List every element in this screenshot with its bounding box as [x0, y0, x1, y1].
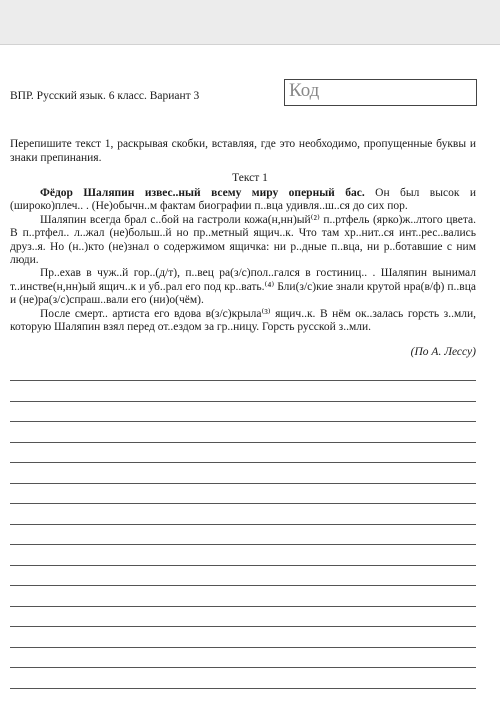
text-passage [10, 187, 476, 334]
answer-line[interactable] [10, 647, 476, 648]
paragraph-1-bold: Фёдор Шаляпин извес..ный всему миру оперный бас. [40, 187, 365, 199]
top-toolbar [0, 0, 500, 45]
paragraph-3: Пр..ехав в чуж..й гор..(д/т), п..вец ра(з/с)пол..гался в гостиниц.. . Шаляпин вынимал т..инстве(н,нн)ый ящич..к и уб..рал его под кр..вать.⁽⁴⁾ Бли(з/с)кие знали крутой нра(в/ф) п..вца и (не)ра(з/с)спраш..вали его (ни)о(чём). [10, 267, 476, 307]
answer-line[interactable] [10, 606, 476, 607]
answer-line[interactable] [10, 380, 476, 381]
task-instruction: Перепишите текст 1, раскрывая скобки, вставляя, где это необходимо, пропущенные буквы и знаки препинания. [10, 138, 476, 164]
answer-line[interactable] [10, 544, 476, 545]
paragraph-2: Шаляпин всегда брал с..бой на гастроли кожа(н,нн)ый⁽²⁾ п..ртфель (ярко)ж..лтого цвета. В п..ртфел.. л..жал (не)больш..й но пр..метный ящич..к. Что там хр..нит..ся инт..рес..вались друз..я. Но (н..)кто (не)знал о содержимом ящичка: ни р..дные п..вца, ни р..ботавшие с ним люди. [10, 213, 476, 267]
answer-line[interactable] [10, 462, 476, 463]
answer-line[interactable] [10, 401, 476, 402]
answer-line[interactable] [10, 442, 476, 443]
answer-lines[interactable] [10, 380, 476, 714]
paragraph-1-rest: Он был высок и (широко)плеч.. . (Не)обычн..м фактам биографии п..вца удивля..ш..ся до сих пор. [10, 187, 476, 213]
answer-line[interactable] [10, 524, 476, 525]
text-heading: Текст 1 [232, 172, 268, 184]
answer-line[interactable] [10, 626, 476, 627]
code-field[interactable] [284, 79, 477, 106]
answer-line[interactable] [10, 667, 476, 668]
paragraph-1 [10, 187, 476, 214]
code-field-label: Код [289, 80, 320, 101]
answer-line[interactable] [10, 483, 476, 484]
page-title: ВПР. Русский язык. 6 класс. Вариант 3 [10, 90, 200, 102]
answer-line[interactable] [10, 688, 476, 689]
answer-line[interactable] [10, 585, 476, 586]
answer-line[interactable] [10, 565, 476, 566]
answer-line[interactable] [10, 503, 476, 504]
paragraph-4: После смерт.. артиста его вдова в(з/с)крыла⁽³⁾ ящич..к. В нём ок..залась горсть з..мли, которую Шаляпин взял перед от..ездом за гр..ницу. Горсть русской з..мли. [10, 307, 476, 334]
answer-line[interactable] [10, 421, 476, 422]
attribution: (По А. Лессу) [410, 346, 476, 358]
